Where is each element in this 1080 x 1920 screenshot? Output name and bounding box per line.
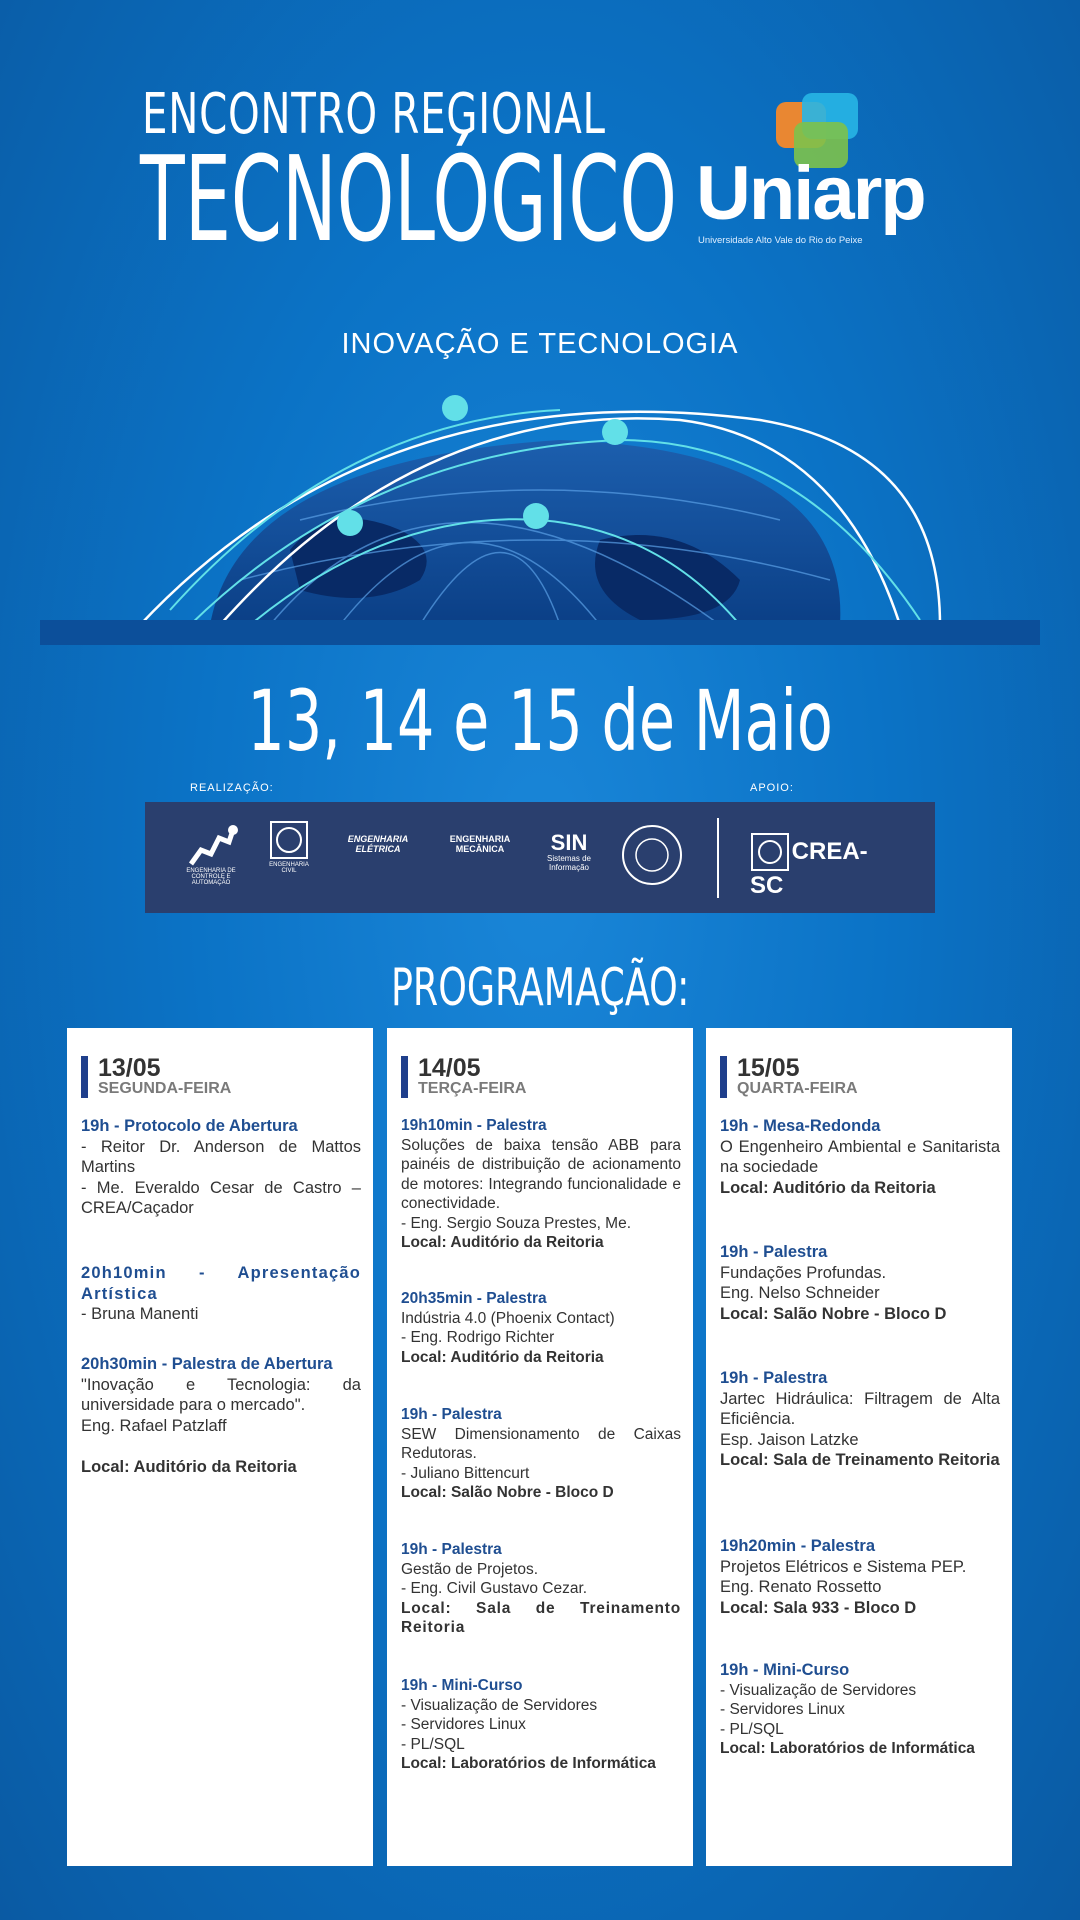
schedule-item: 19h - Mini-Curso - Visualização de Servidores - Servidores Linux - PL/SQL Local: Laboratórios de Informática [401, 1677, 656, 1772]
day-column-14-05 [387, 1028, 693, 1866]
schedule-item: 20h30min - Palestra de Abertura "Inovação e Tecnologia: da universidade para o mercado". Eng. Rafael Patzlaff Local: Auditório da Reitoria [81, 1355, 361, 1476]
event-title-line-1: ENCONTRO REGIONAL [142, 82, 606, 147]
logo-eng-ambiental-sanitaria [619, 824, 685, 888]
partners-divider [717, 818, 719, 898]
day-weekday: QUARTA-FEIRA [737, 1080, 858, 1097]
event-title-line-2: TECNOLÓGICO [140, 130, 677, 268]
logo-eng-civil: ENGENHARIA CIVIL [267, 820, 311, 874]
logo-eng-mecanica: ENGENHARIA MECÂNICA [449, 834, 511, 854]
schedule-item: 20h35min - Palestra Indústria 4.0 (Phoenix Contact) - Eng. Rodrigo Richter Local: Auditório da Reitoria [401, 1290, 615, 1366]
schedule-item: 19h - Palestra SEW Dimensionamento de Caixas Redutoras. - Juliano Bittencurt Local: Salão Nobre - Bloco D [401, 1406, 681, 1501]
schedule-item: 19h - Mini-Curso - Visualização de Servidores - Servidores Linux - PL/SQL Local: Laboratórios de Informática [720, 1661, 975, 1757]
apoio-label: APOIO: [750, 782, 794, 794]
day-column-13-05 [67, 1028, 373, 1866]
day-weekday: TERÇA-FEIRA [418, 1080, 527, 1097]
schedule-item: 19h - Palestra Jartec Hidráulica: Filtragem de Alta Eficiência. Esp. Jaison Latzke Local: Sala de Treinamento Reitoria [720, 1369, 1000, 1469]
programacao-heading: PROGRAMAÇÃO: [390, 958, 690, 1018]
day-date: 14/05 [418, 1054, 481, 1082]
schedule-item: 19h - Protocolo de Abertura - Reitor Dr. Anderson de Mattos Martins - Me. Everaldo Cesar de Castro – CREA/Caçador [81, 1117, 361, 1217]
globe-illustration [40, 380, 1040, 645]
uniarp-logo-subtitle: Universidade Alto Vale do Rio do Peixe [698, 235, 863, 246]
uniarp-logo: Uniarp [696, 151, 925, 236]
schedule-item: 19h - Palestra Fundações Profundas. Eng. Nelso Schneider Local: Salão Nobre - Bloco D [720, 1243, 947, 1323]
day-header [81, 1056, 231, 1098]
schedule-item: 19h - Mesa-Redonda O Engenheiro Ambiental e Sanitarista na sociedade Local: Auditório da Reitoria [720, 1117, 1000, 1197]
schedule-item: 19h20min - Palestra Projetos Elétricos e Sistema PEP. Eng. Renato Rossetto Local: Sala 933 - Bloco D [720, 1537, 967, 1617]
day-header [401, 1056, 526, 1098]
schedule-item: 20h10min - Apresentação Artística - Bruna Manenti [81, 1264, 361, 1323]
partners-bar [145, 802, 935, 913]
logo-sistemas-informacao: SIN Sistemas de Informação [546, 830, 592, 872]
theme-heading: INOVAÇÃO E TECNOLOGIA [341, 328, 739, 360]
schedule-item: 19h10min - Palestra Soluções de baixa tensão ABB para painéis de distribuição de acionamento de motores: Integrando funcionalidade e conectividade. - Eng. Sergio Souza Prestes, Me. Local: Auditório da Reitoria [401, 1117, 681, 1251]
day-date: 13/05 [98, 1054, 161, 1082]
day-date: 15/05 [737, 1054, 800, 1082]
day-column-15-05 [706, 1028, 1012, 1866]
logo-eng-eletrica: ENGENHARIA ELÉTRICA [347, 834, 409, 854]
logo-eng-controle-automacao: ENGENHARIA DE CONTROLE E AUTOMAÇÃO [175, 820, 247, 886]
logo-crea-sc: CREA-SC [750, 832, 900, 900]
day-header [720, 1056, 858, 1098]
event-dates: 13, 14 e 15 de Maio [247, 672, 833, 770]
day-weekday: SEGUNDA-FEIRA [98, 1080, 232, 1097]
realizacao-label: REALIZAÇÃO: [190, 782, 274, 794]
schedule-item: 19h - Palestra Gestão de Projetos. - Eng. Civil Gustavo Cezar. Local: Sala de Treinamento Reitoria [401, 1541, 681, 1636]
